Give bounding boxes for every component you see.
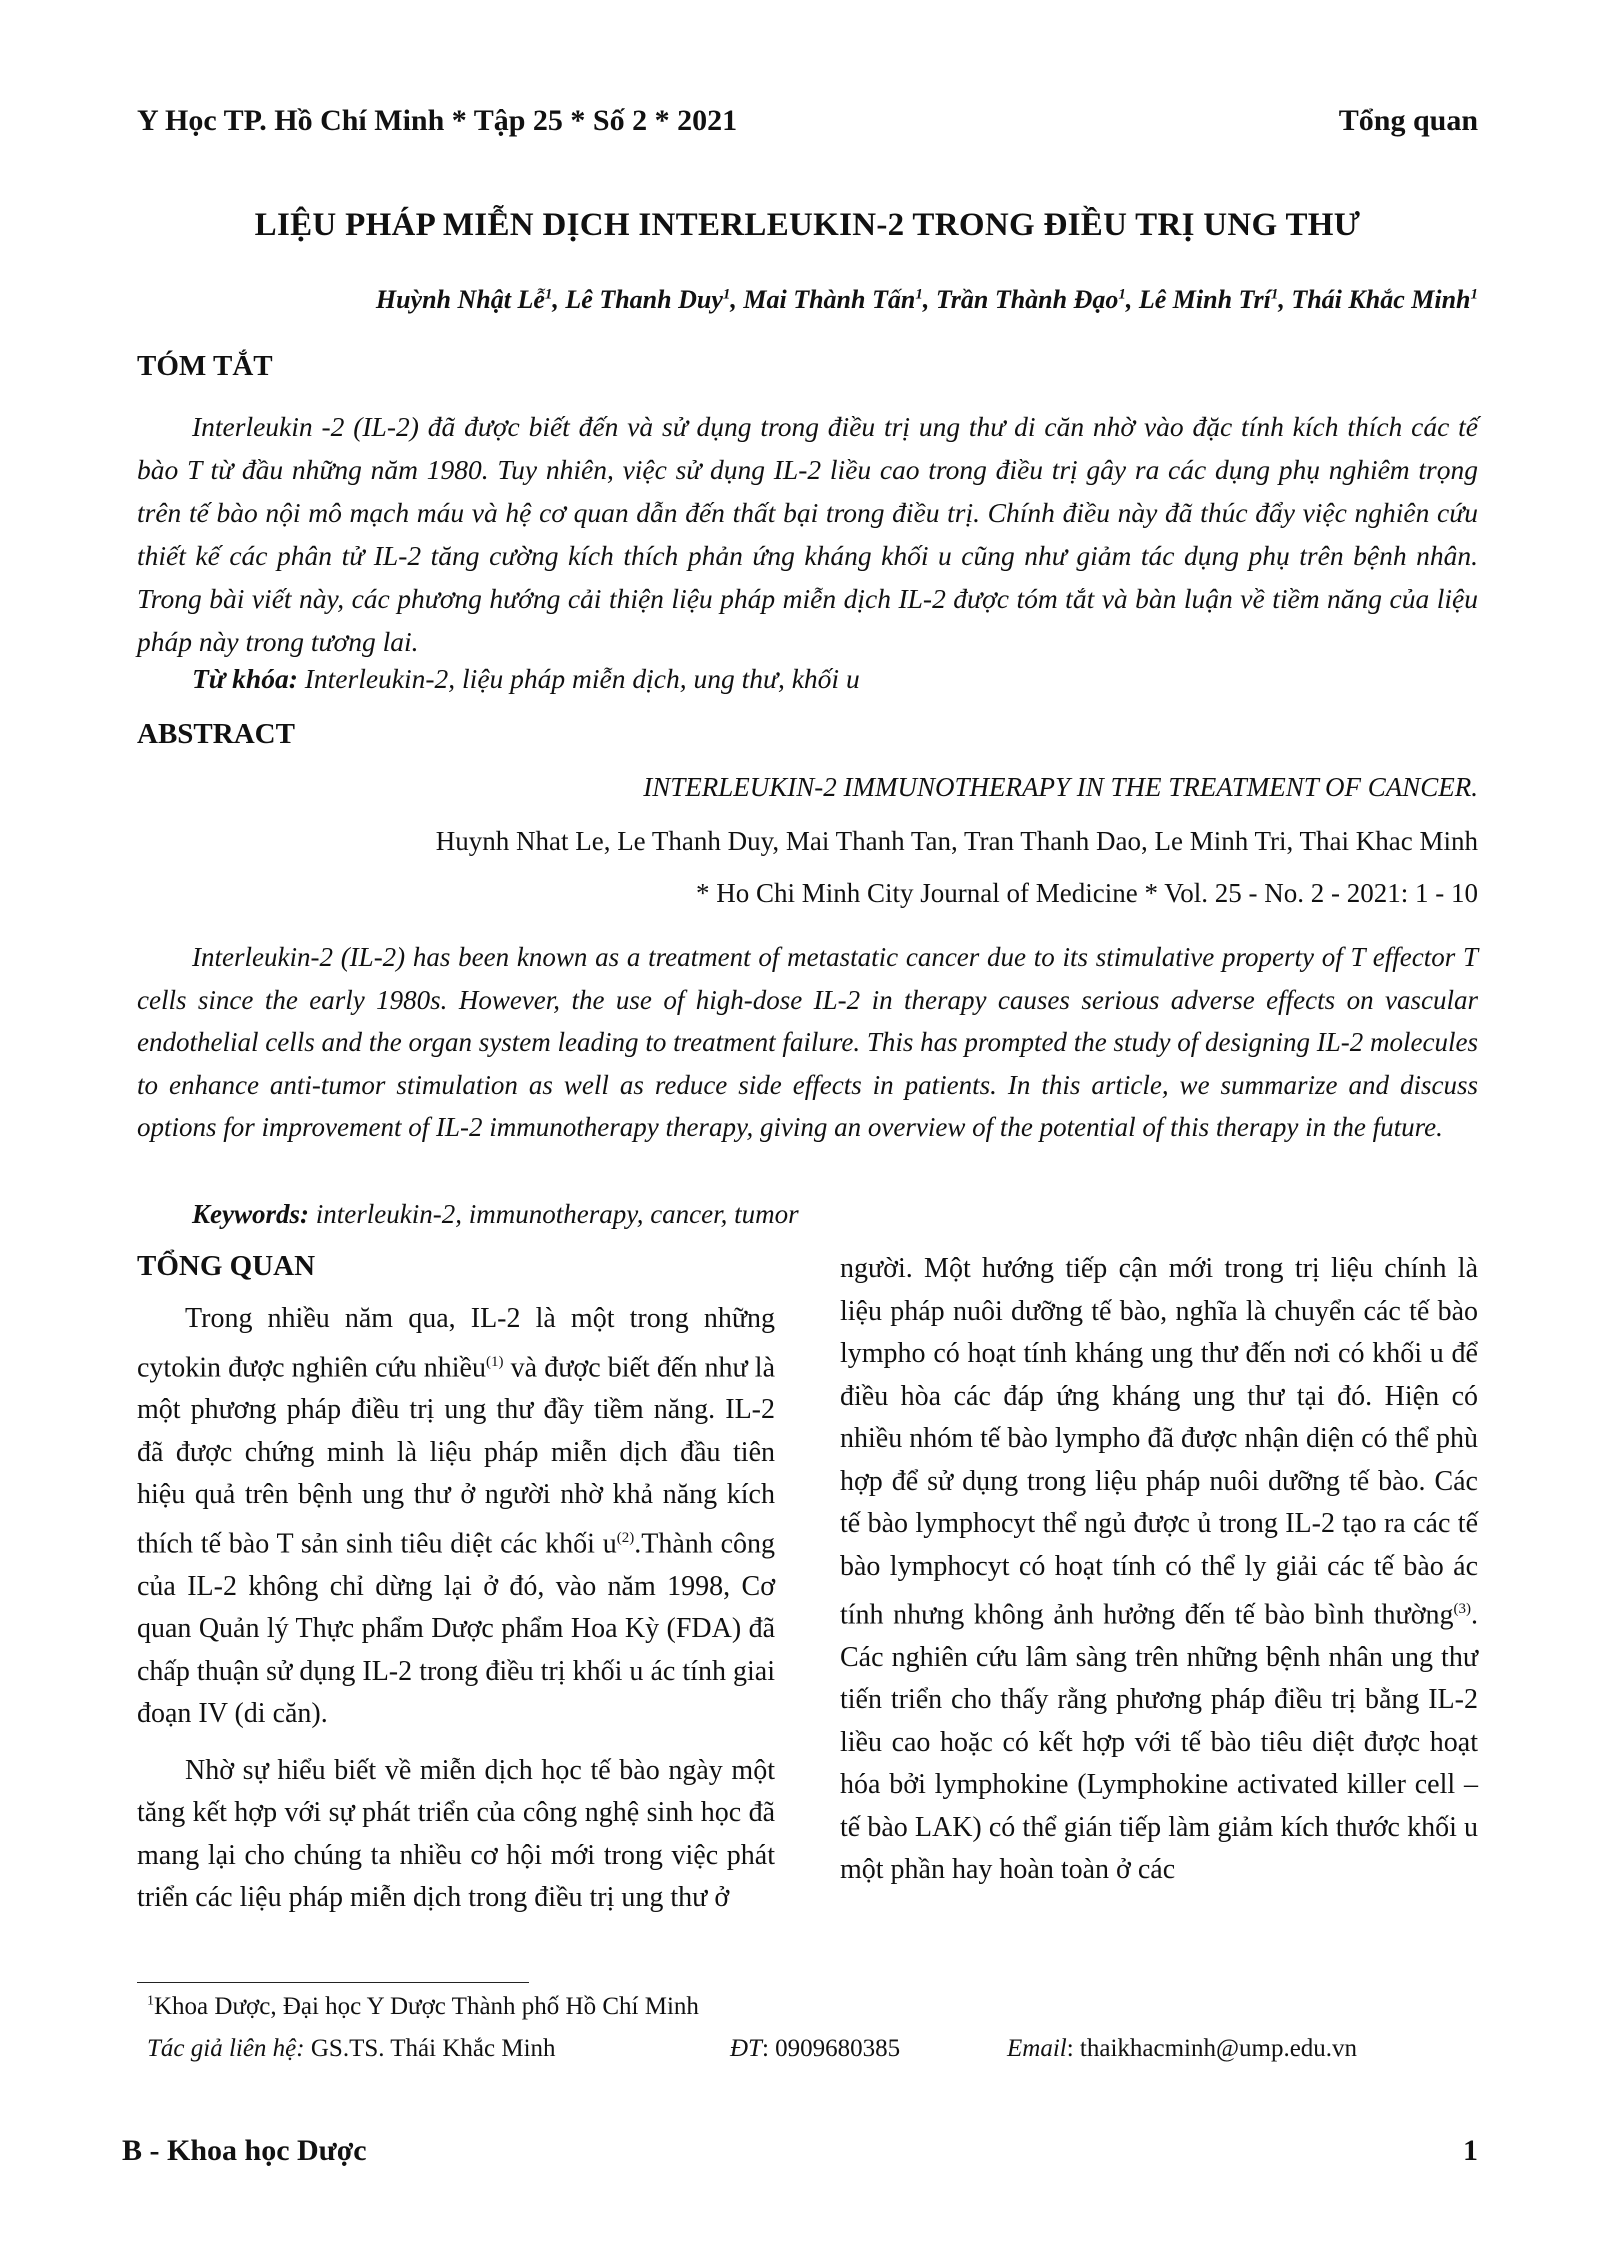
- summary-text: Interleukin -2 (IL-2) đã được biết đến và sử dụng trong điều trị ung thư di căn nhờ vào đặc tính kích thích các tế bào T từ đầu những năm 1980. Tuy nhiên, việc sử dụng IL-2 liều cao trong điều trị gây ra các dụng phụ nghiêm trọng trên tế bào nội mô mạch máu và hệ cơ quan dẫn đến thất bại trong điều trị. Chính điều này đã thúc đẩy việc nghiên cứu thiết kế các phân tử IL-2 tăng cường kích thích phản ứng kháng khối u cũng như giảm tác dụng phụ trên bệnh nhân. Trong bài viết này, các phương hướng cải thiện liệu pháp miễn dịch IL-2 được tóm tắt và bàn luận về tiềm năng của liệu pháp này trong tương lai.: [137, 411, 1478, 657]
- email-label: Email: [1007, 2035, 1067, 2062]
- citation-ref[interactable]: (1): [486, 1353, 504, 1370]
- author: Lê Thanh Duy: [565, 285, 723, 314]
- footer-section: B - Khoa học Dược: [122, 2134, 367, 2167]
- footnote-divider: [137, 1982, 529, 1983]
- affiliation-text: Khoa Dược, Đại học Y Dược Thành phố Hồ Chí Minh: [154, 1993, 699, 2020]
- author-affiliation-mark: 1: [915, 286, 923, 303]
- journal-header: Y Học TP. Hồ Chí Minh * Tập 25 * Số 2 * 2021: [137, 104, 738, 137]
- keywords-vn: [192, 663, 860, 695]
- author-affiliation-mark: 1: [544, 286, 553, 303]
- keywords-vn-label: Từ khóa:: [192, 663, 298, 694]
- keywords-en-label: Keywords:: [192, 1199, 309, 1229]
- footnote-affiliation: [147, 1993, 699, 2021]
- abstract-authors: Huynh Nhat Le, Le Thanh Duy, Mai Thanh Tan, Tran Thanh Dao, Le Minh Tri, Thai Khac Minh: [435, 826, 1478, 856]
- keywords-en: [192, 1199, 799, 1230]
- phone-value: : 0909680385: [761, 2035, 901, 2062]
- contact-phone: [730, 2035, 900, 2063]
- contact-label: Tác giả liên hệ:: [147, 2035, 305, 2062]
- abstract-citation: * Ho Chi Minh City Journal of Medicine * Vol. 25 - No. 2 - 2021: 1 - 10: [696, 878, 1478, 908]
- author: Trần Thành Đạo: [935, 285, 1119, 314]
- body-text: và được biết đến như là một phương pháp điều trị ung thư đầy tiềm năng. IL-2 đã được chứng minh là liệu pháp miễn dịch đầu tiên hiệu quả trên bệnh ung thư ở người nhờ khả năng kích thích tế bào T sản sinh tiêu diệt các khối u: [137, 1351, 775, 1560]
- overview-heading: TỔNG QUAN: [137, 1250, 316, 1282]
- abstract-heading: ABSTRACT: [137, 718, 295, 750]
- paper-title: LIỆU PHÁP MIỄN DỊCH INTERLEUKIN-2 TRONG ĐIỀU TRỊ UNG THƯ: [254, 207, 1361, 243]
- author-affiliation-mark: 1: [722, 286, 731, 303]
- contact-author: [147, 2035, 556, 2062]
- page-footer: [122, 2134, 1478, 2168]
- body-text: người. Một hướng tiếp cận mới trong trị liệu chính là liệu pháp nuôi dưỡng tế bào, nghĩa là chuyển các tế bào lympho có hoạt tính kháng ung thư đến nơi có khối u để điều hòa các đáp ứng kháng ung thư tại đó. Hiện có nhiều nhóm tế bào lympho đã được nhận diện có thể phù hợp để sử dụng trong liệu pháp nuôi dưỡng tế bào. Các tế bào lymphocyt thể ngủ được ủ trong IL-2 tạo ra các tế bào lymphocyt có hoạt tính có thể ly giải các tế bào ác tính nhưng không ảnh hưởng đến tế bào bình thường: [840, 1253, 1478, 1631]
- author-affiliation-mark: 1: [1270, 286, 1279, 303]
- body-paragraph: Nhờ sự hiểu biết về miễn dịch học tế bào ngày một tăng kết hợp với sự phát triển của công nghệ sinh học đã mang lại cho chúng ta nhiều cơ hội mới trong việc phát triển các liệu pháp miễn dịch trong điều trị ung thư ở: [137, 1754, 775, 1914]
- email-value[interactable]: : thaikhacminh@ump.edu.vn: [1066, 2035, 1358, 2062]
- section-header: Tổng quan: [1338, 104, 1478, 137]
- citation-ref[interactable]: (2): [616, 1529, 635, 1546]
- footnote-contact: [147, 2035, 1478, 2063]
- author: Thái Khắc Minh: [1291, 285, 1471, 314]
- body-text: Trong nhiều năm qua, IL-2 là một trong những cytokin được nghiên cứu nhiều: [137, 1303, 775, 1383]
- affiliation-mark: 1: [147, 1993, 154, 2009]
- keywords-vn-text: Interleukin-2, liệu pháp miễn dịch, ung thư, khối u: [304, 663, 860, 694]
- body-text: .Thành công của IL-2 không chỉ dừng lại ở đó, vào năm 1998, Cơ quan Quản lý Thực phẩm Dược phẩm Hoa Kỳ (FDA) đã chấp thuận sử dụng IL-2 trong điều trị khối u ác tính giai đoạn IV (di căn).: [137, 1528, 775, 1730]
- citation-ref[interactable]: (3): [1453, 1601, 1471, 1617]
- body-column-left: [137, 1298, 775, 1920]
- author: Mai Thành Tấn: [743, 285, 916, 314]
- body-paragraph: [840, 1248, 1478, 1892]
- author-list: Huỳnh Nhật Lễ$^1$, Lê Thanh Duy$^1$, Mai Thành Tấn$^1$, Trần Thành Đạo$^1$, Lê Minh Trí$^1$, Thái Khắc Minh$^1$: [375, 285, 1478, 314]
- author: Lê Minh Trí: [1138, 285, 1271, 314]
- contact-name: GS.TS. Thái Khắc Minh: [304, 2035, 556, 2062]
- author-affiliation-mark: 1: [1470, 286, 1478, 303]
- abstract-title: INTERLEUKIN-2 IMMUNOTHERAPY IN THE TREATMENT OF CANCER.: [643, 772, 1478, 802]
- author: Huỳnh Nhật Lễ: [375, 285, 545, 314]
- abstract-text: Interleukin-2 (IL-2) has been known as a treatment of metastatic cancer due to its stimulative property of T effector T cells since the early 1980s. However, the use of high-dose IL-2 in therapy causes serious adverse effects on vascular endothelial cells and the organ system leading to treatment failure. This has prompted the study of designing IL-2 molecules to enhance anti-tumor stimulation as well as reduce side effects in patients. In this article, we summarize and discuss options for improvement of IL-2 immunotherapy therapy, giving an overview of the potential of this therapy in the future.: [137, 942, 1478, 1142]
- phone-label: ĐT: [730, 2035, 762, 2062]
- summary-heading: TÓM TẮT: [137, 350, 273, 382]
- keywords-en-text: interleukin-2, immunotherapy, cancer, tumor: [315, 1199, 799, 1229]
- body-paragraph: [137, 1298, 775, 1736]
- body-column-right: [840, 1248, 1478, 1892]
- page-number: 1: [1463, 2134, 1478, 2167]
- running-head: [137, 104, 1478, 138]
- author-affiliation-mark: 1: [1118, 286, 1126, 303]
- contact-email: [1007, 2035, 1357, 2063]
- body-text: . Các nghiên cứu lâm sàng trên những bệnh nhân ung thư tiến triển cho thấy rằng phương pháp điều trị bằng IL-2 liều cao hoặc có kết hợp với tế bào tiêu diệt được hoạt hóa bởi lymphokine (Lymphokine activated killer cell – tế bào LAK) có thể gián tiếp làm giảm kích thước khối u một phần hay hoàn toàn ở các: [840, 1599, 1478, 1886]
